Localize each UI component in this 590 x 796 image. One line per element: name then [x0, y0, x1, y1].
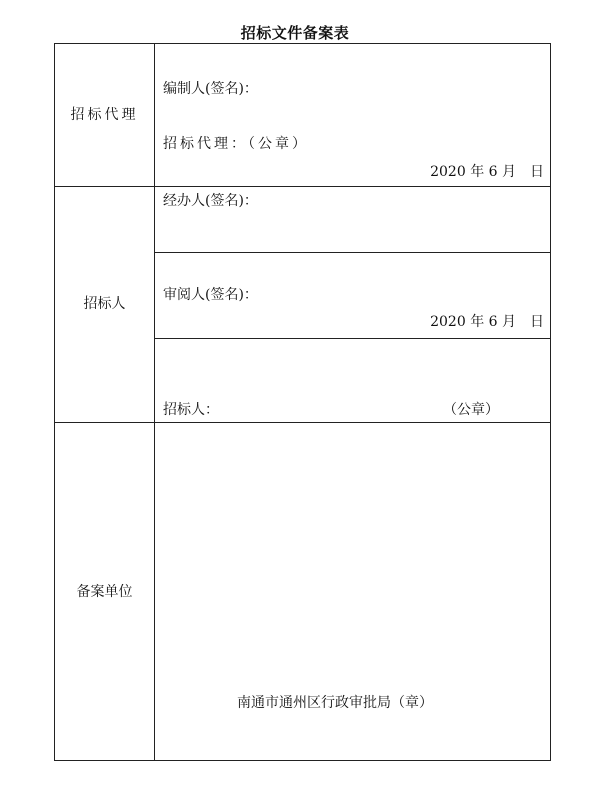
agency-date-line: 2020 年 6 月 日	[430, 164, 544, 180]
filing-form-table	[54, 43, 551, 761]
document-title: 招标文件备案表	[240, 24, 350, 42]
agency-label: 招标代理	[70, 107, 139, 123]
tenderer-seal-label: （公章）	[443, 402, 499, 418]
agency-seal-line: 招标代理：（公章）	[163, 136, 309, 152]
reviewer-signature-line: 审阅人(签名)：	[163, 287, 258, 303]
filing-unit-label: 备案单位	[76, 584, 133, 600]
handler-row-border	[154, 252, 550, 253]
handler-signature-line: 经办人(签名)：	[163, 193, 258, 209]
tenderer-signature-line: 招标人：	[163, 402, 219, 418]
reviewer-row-border	[154, 338, 550, 339]
label-column-divider	[154, 44, 155, 760]
filing-authority-seal-line: 南通市通州区行政审批局（章）	[237, 695, 433, 711]
preparer-signature-line: 编制人(签名)：	[163, 81, 258, 97]
tenderer-section-bottom-border	[55, 422, 550, 423]
tenderer-date-line: 2020 年 6 月 日	[430, 314, 544, 330]
tenderer-label: 招标人	[83, 296, 126, 312]
agency-section-bottom-border	[55, 186, 550, 187]
